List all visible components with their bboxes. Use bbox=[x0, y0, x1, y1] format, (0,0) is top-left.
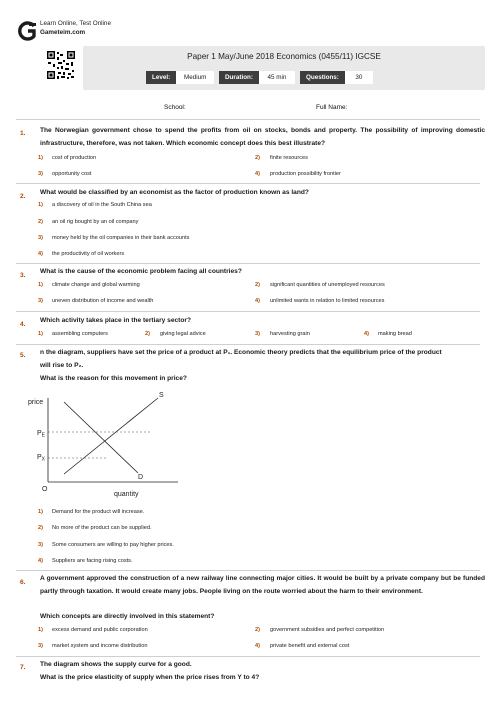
question-5-option-3[interactable]: Some consumers are willing to pay higher prices. bbox=[52, 542, 174, 548]
question-4-option-4[interactable]: making bread bbox=[378, 331, 412, 337]
question-3-text: What is the cause of the economic problem facing all countries? bbox=[40, 268, 242, 275]
price-lower-label: $P_X$ bbox=[37, 454, 46, 463]
question-4-option-2[interactable]: giving legal advice bbox=[160, 331, 206, 337]
option-number: 2) bbox=[38, 219, 43, 225]
question-1-number: 1. bbox=[20, 130, 26, 137]
level-value: Medium bbox=[176, 71, 214, 84]
question-3-option-1[interactable]: climate change and global warming bbox=[52, 282, 140, 288]
graph-origin-label: O bbox=[42, 486, 48, 493]
brand-tagline: Learn Online, Test Online bbox=[40, 20, 111, 27]
question-2-option-2[interactable]: an oil rig bought by an oil company bbox=[52, 219, 139, 225]
option-number: 4) bbox=[38, 251, 43, 257]
duration-value: 45 min bbox=[259, 71, 295, 84]
questions-value: 30 bbox=[345, 71, 373, 84]
divider bbox=[16, 183, 480, 184]
demand-label: D bbox=[138, 474, 144, 481]
divider bbox=[16, 263, 480, 264]
question-1-text: The Norwegian government chose to spend the profits from oil on stocks, bonds and property. The possibility of improving domestic infrastructure, therefore, was not taken. Which economic concept does this best illustrate? bbox=[40, 127, 485, 147]
question-2-option-3[interactable]: money held by the oil companies in their bank accounts bbox=[52, 235, 190, 241]
question-6-option-2[interactable]: government subsidies and perfect competition bbox=[270, 627, 385, 633]
question-5-text-line-3: What is the reason for this movement in price? bbox=[40, 375, 187, 382]
option-number: 3) bbox=[38, 298, 43, 304]
question-5-option-4[interactable]: Suppliers are facing rising costs. bbox=[52, 558, 133, 564]
question-5-option-1[interactable]: Demand for the product will increase. bbox=[52, 509, 145, 515]
option-number: 3) bbox=[255, 331, 260, 337]
question-5-text-line-1: n the diagram, suppliers have set the price of a product at P₁. Economic theory predicts that the equilibrium price of the product bbox=[40, 349, 442, 356]
option-number: 4) bbox=[255, 171, 260, 177]
question-4-option-1[interactable]: assembling computers bbox=[52, 331, 108, 337]
option-number: 1) bbox=[38, 509, 43, 515]
option-number: 1) bbox=[38, 627, 43, 633]
option-number: 3) bbox=[38, 171, 43, 177]
option-number: 2) bbox=[255, 155, 260, 161]
question-7-text-line-1: The diagram shows the supply curve for a good. bbox=[40, 661, 192, 668]
questions-chip bbox=[300, 71, 373, 84]
question-2-number: 2. bbox=[20, 193, 26, 200]
graph-y-label: price bbox=[28, 399, 44, 406]
question-4-text: Which activity takes place in the tertiary sector? bbox=[40, 317, 191, 324]
question-6-option-4[interactable]: private benefit and external cost bbox=[270, 643, 350, 649]
qr-code-icon bbox=[46, 50, 76, 80]
question-3-number: 3. bbox=[20, 272, 26, 279]
question-2-option-4[interactable]: the productivity of oil workers bbox=[52, 251, 125, 257]
supply-label: S bbox=[159, 392, 164, 399]
question-4-number: 4. bbox=[20, 321, 26, 328]
option-number: 2) bbox=[38, 525, 43, 531]
option-number: 2) bbox=[255, 282, 260, 288]
option-number: 3) bbox=[38, 643, 43, 649]
supply-curve bbox=[64, 398, 158, 474]
question-7-number: 7. bbox=[20, 664, 26, 671]
question-5-option-2[interactable]: No more of the product can be supplied. bbox=[52, 525, 152, 531]
option-number: 2) bbox=[145, 331, 150, 337]
option-number: 3) bbox=[38, 542, 43, 548]
divider bbox=[16, 311, 480, 312]
option-number: 1) bbox=[38, 202, 43, 208]
option-number: 4) bbox=[255, 298, 260, 304]
question-1-option-1[interactable]: cost of production bbox=[52, 155, 97, 161]
level-chip bbox=[146, 71, 214, 84]
question-7-text-line-2: What is the price elasticity of supply when the price rises from Y to 4? bbox=[40, 674, 260, 681]
option-number: 3) bbox=[38, 235, 43, 241]
option-number: 4) bbox=[255, 643, 260, 649]
question-3-option-2[interactable]: significant quantities of unemployed resources bbox=[270, 282, 385, 288]
gameteim-logo-icon bbox=[16, 20, 38, 42]
exam-header bbox=[83, 46, 485, 90]
divider bbox=[16, 656, 480, 657]
question-6-option-3[interactable]: market system and income distribution bbox=[52, 643, 148, 649]
question-1-option-4[interactable]: production possibility frontier bbox=[270, 171, 341, 177]
option-number: 2) bbox=[255, 627, 260, 633]
question-5-text-line-2: will rise to P₂. bbox=[40, 362, 84, 369]
duration-chip bbox=[219, 71, 295, 84]
divider bbox=[16, 119, 480, 120]
option-number: 1) bbox=[38, 331, 43, 337]
exam-title: Paper 1 May/June 2018 Economics (0455/11) IGCSE bbox=[187, 52, 381, 61]
question-1-option-3[interactable]: opportunity cost bbox=[52, 171, 92, 177]
divider bbox=[16, 344, 480, 345]
school-label: School: bbox=[164, 104, 186, 111]
divider bbox=[16, 570, 480, 571]
question-1-option-2[interactable]: finite resources bbox=[270, 155, 308, 161]
duration-label: Duration: bbox=[219, 71, 259, 84]
questions-label: Questions: bbox=[300, 71, 345, 84]
option-number: 4) bbox=[364, 331, 369, 337]
level-label: Level: bbox=[146, 71, 176, 84]
option-number: 1) bbox=[38, 282, 43, 288]
question-3-option-3[interactable]: uneven distribution of income and wealth bbox=[52, 298, 154, 304]
question-4-option-3[interactable]: harvesting grain bbox=[270, 331, 310, 337]
supply-demand-diagram bbox=[28, 388, 188, 500]
graph-x-label: quantity bbox=[114, 491, 139, 498]
brand-site[interactable]: Gameteim.com bbox=[40, 29, 86, 36]
fullname-label: Full Name: bbox=[316, 104, 348, 111]
question-6-text-line-2: Which concepts are directly involved in this statement? bbox=[40, 613, 215, 620]
option-number: 1) bbox=[38, 155, 43, 161]
question-5-number: 5. bbox=[20, 352, 26, 359]
question-6-number: 6. bbox=[20, 579, 26, 586]
question-2-option-1[interactable]: a discovery of oil in the South China sea bbox=[52, 202, 152, 208]
question-3-option-4[interactable]: unlimited wants in relation to limited resources bbox=[270, 298, 385, 304]
demand-curve bbox=[64, 402, 138, 473]
option-number: 4) bbox=[38, 558, 43, 564]
price-upper-label: $P_E$ bbox=[37, 430, 46, 439]
question-6-text: A government approved the construction of a new railway line connecting major cities. It would be built by a private company but be funded partly through taxation. It would create many jobs. People living on the route worried about the harm to their environment. bbox=[40, 575, 485, 595]
question-2-text: What would be classified by an economist as the factor of production known as land? bbox=[40, 189, 309, 196]
question-6-option-1[interactable]: excess demand and public corporation bbox=[52, 627, 148, 633]
